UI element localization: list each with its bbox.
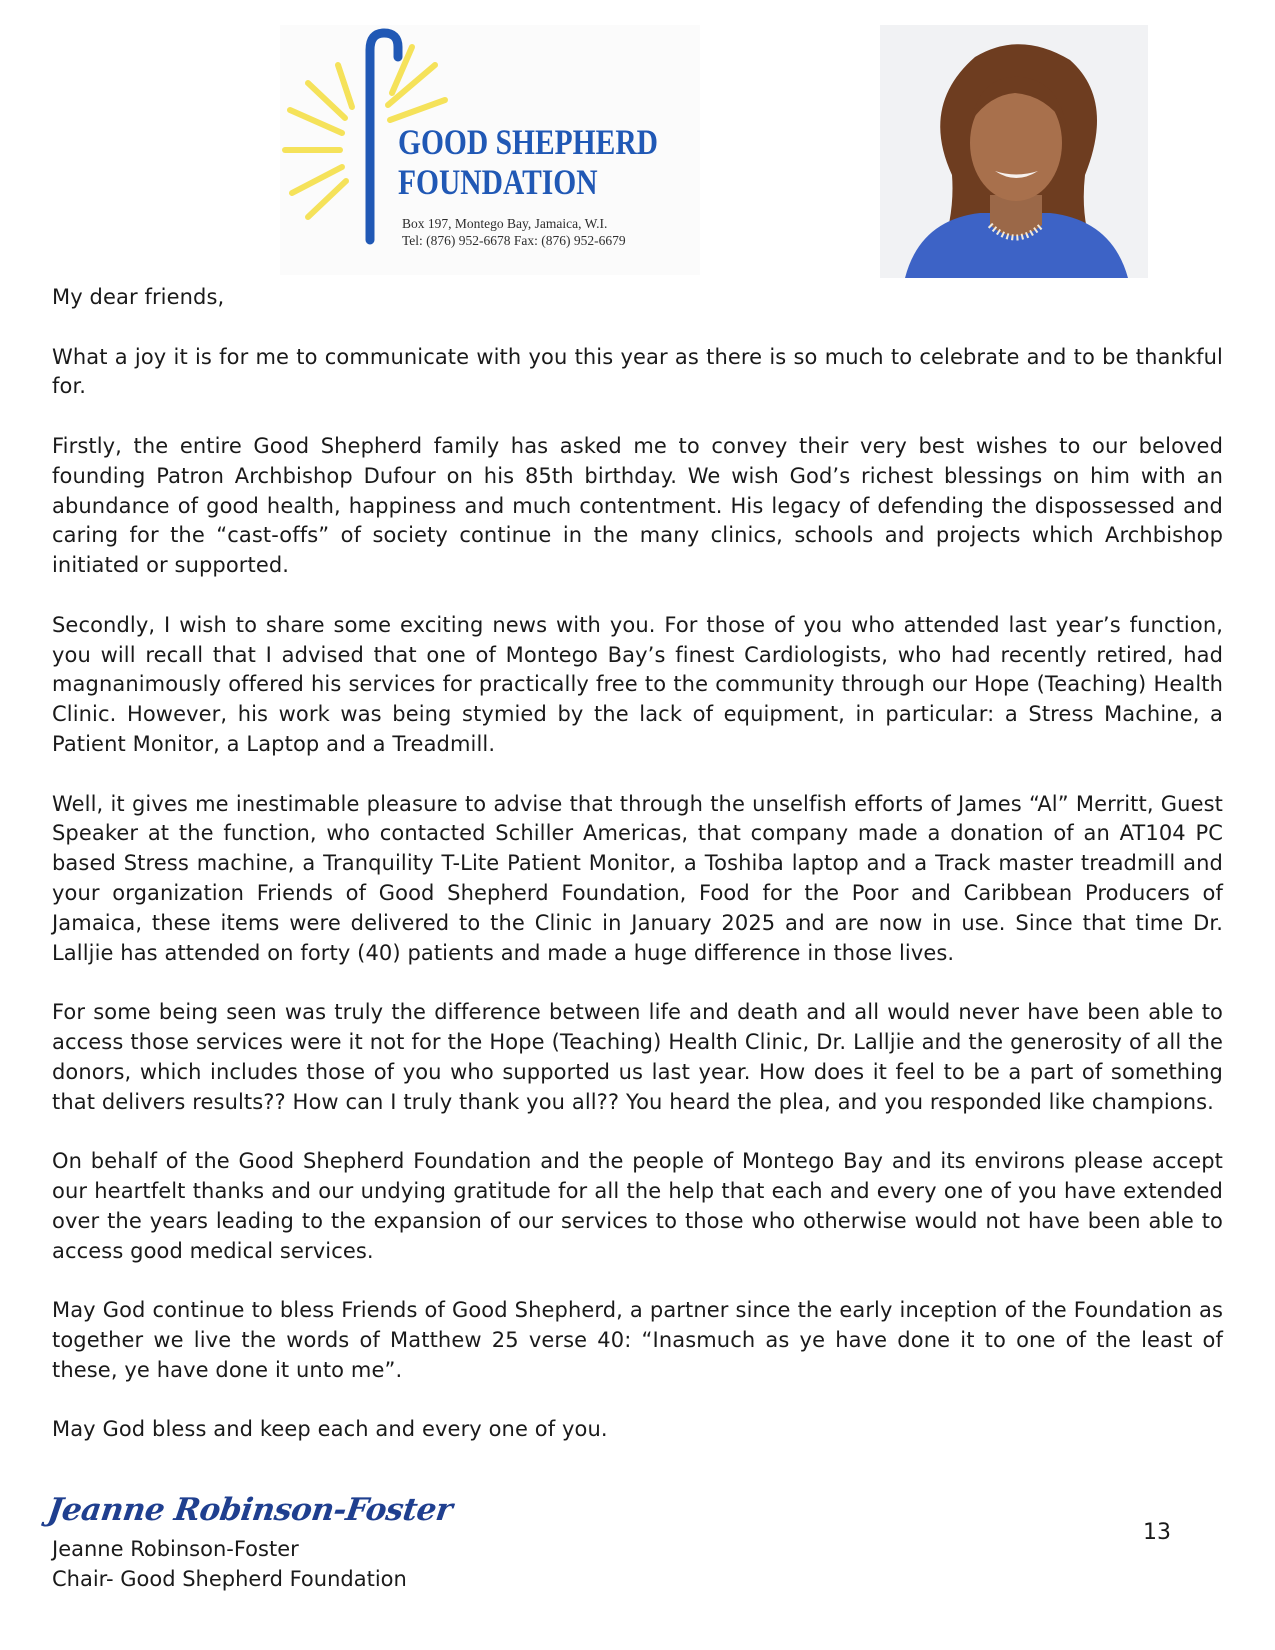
signer-title: Chair- Good Shepherd Foundation (52, 1566, 407, 1591)
logo-name (398, 122, 658, 202)
handwritten-signature: Jeanne Robinson-Foster (45, 1492, 455, 1528)
salutation: My dear friends, (52, 285, 225, 309)
paragraph: May God continue to bless Friends of Good Shepherd, a partner since the early inception of the Foundation as together we live the words of Matthew 25 verse 40: “Inasmuch as ye have done it to one of the least of these, ye have done it unto me”. (52, 1298, 1223, 1382)
closing: May God bless and keep each and every one of you. (52, 1417, 608, 1442)
paragraph: For some being seen was truly the difference between life and death and all would never have been able to access those services were it not for the Hope (Teaching) Health Clinic, Dr. Lalljie and the generosity of all the donors, which includes those of you who supported us last year. How does it feel to be a part of something that delivers results?? How can I truly thank you all?? You heard the plea, and you responded like champions. (52, 1000, 1223, 1114)
signer-name: Jeanne Robinson-Foster (52, 1537, 299, 1561)
paragraph: Firstly, the entire Good Shepherd family has asked me to convey their very best wishes to our beloved founding Patron Archbishop Dufour on his 85th birthday. We wish God’s richest blessings on him with an abundance of good health, happiness and much contentment. His legacy of defending the dispossessed and caring for the “cast-offs” of society continue in the many clinics, schools and projects which Archbishop initiated or supported. (52, 433, 1223, 578)
paragraph: Secondly, I wish to share some exciting news with you. For those of you who attended last year’s function, you will recall that I advised that one of Montego Bay’s finest Cardiologists, who had recently retired, had magnanimously offered his services for practically free to the community through our Hope (Teaching) Health Clinic. However, his work was being stymied by the lack of equipment, in particular: a Stress Machine, a Patient Monitor, a Laptop and a Treadmill. (52, 612, 1223, 756)
logo-address-block (402, 215, 626, 249)
logo-name-line1: GOOD SHEPHERD (398, 122, 658, 162)
signer-block (52, 1535, 407, 1595)
paragraph: What a joy it is for me to communicate with you this year as there is so much to celebrate and to be thankful for. (52, 344, 1223, 399)
foundation-logo (280, 25, 700, 275)
logo-address: Box 197, Montego Bay, Jamaica, W.I. (402, 216, 608, 231)
letter-body (52, 283, 1223, 1475)
chair-portrait (880, 25, 1148, 278)
logo-name-line2: FOUNDATION (398, 162, 598, 202)
paragraph: On behalf of the Good Shepherd Foundation and the people of Montego Bay and its environs please accept our heartfelt thanks and our undying gratitude for all the help that each and every one of you have extended over the years leading to the expansion of our services to those who otherwise would not have been able to access good medical services. (52, 1149, 1223, 1263)
page-number: 13 (1143, 1520, 1171, 1545)
logo-contact: Tel: (876) 952-6678 Fax: (876) 952-6679 (402, 233, 626, 248)
paragraph: Well, it gives me inestimable pleasure to advise that through the unselfish efforts of James “Al” Merritt, Guest Speaker at the function, who contacted Schiller Americas, that company made a donation of an AT104 PC based Stress machine, a Tranquility T-Lite Patient Monitor, a Toshiba laptop and a Track master treadmill and your organization Friends of Good Shepherd Foundation, Food for the Poor and Caribbean Producers of Jamaica, these items were delivered to the Clinic in January 2025 and are now in use. Since that time Dr. Lalljie has attended on forty (40) patients and made a huge difference in those lives. (52, 791, 1223, 965)
portrait-photo-icon (880, 25, 1148, 278)
